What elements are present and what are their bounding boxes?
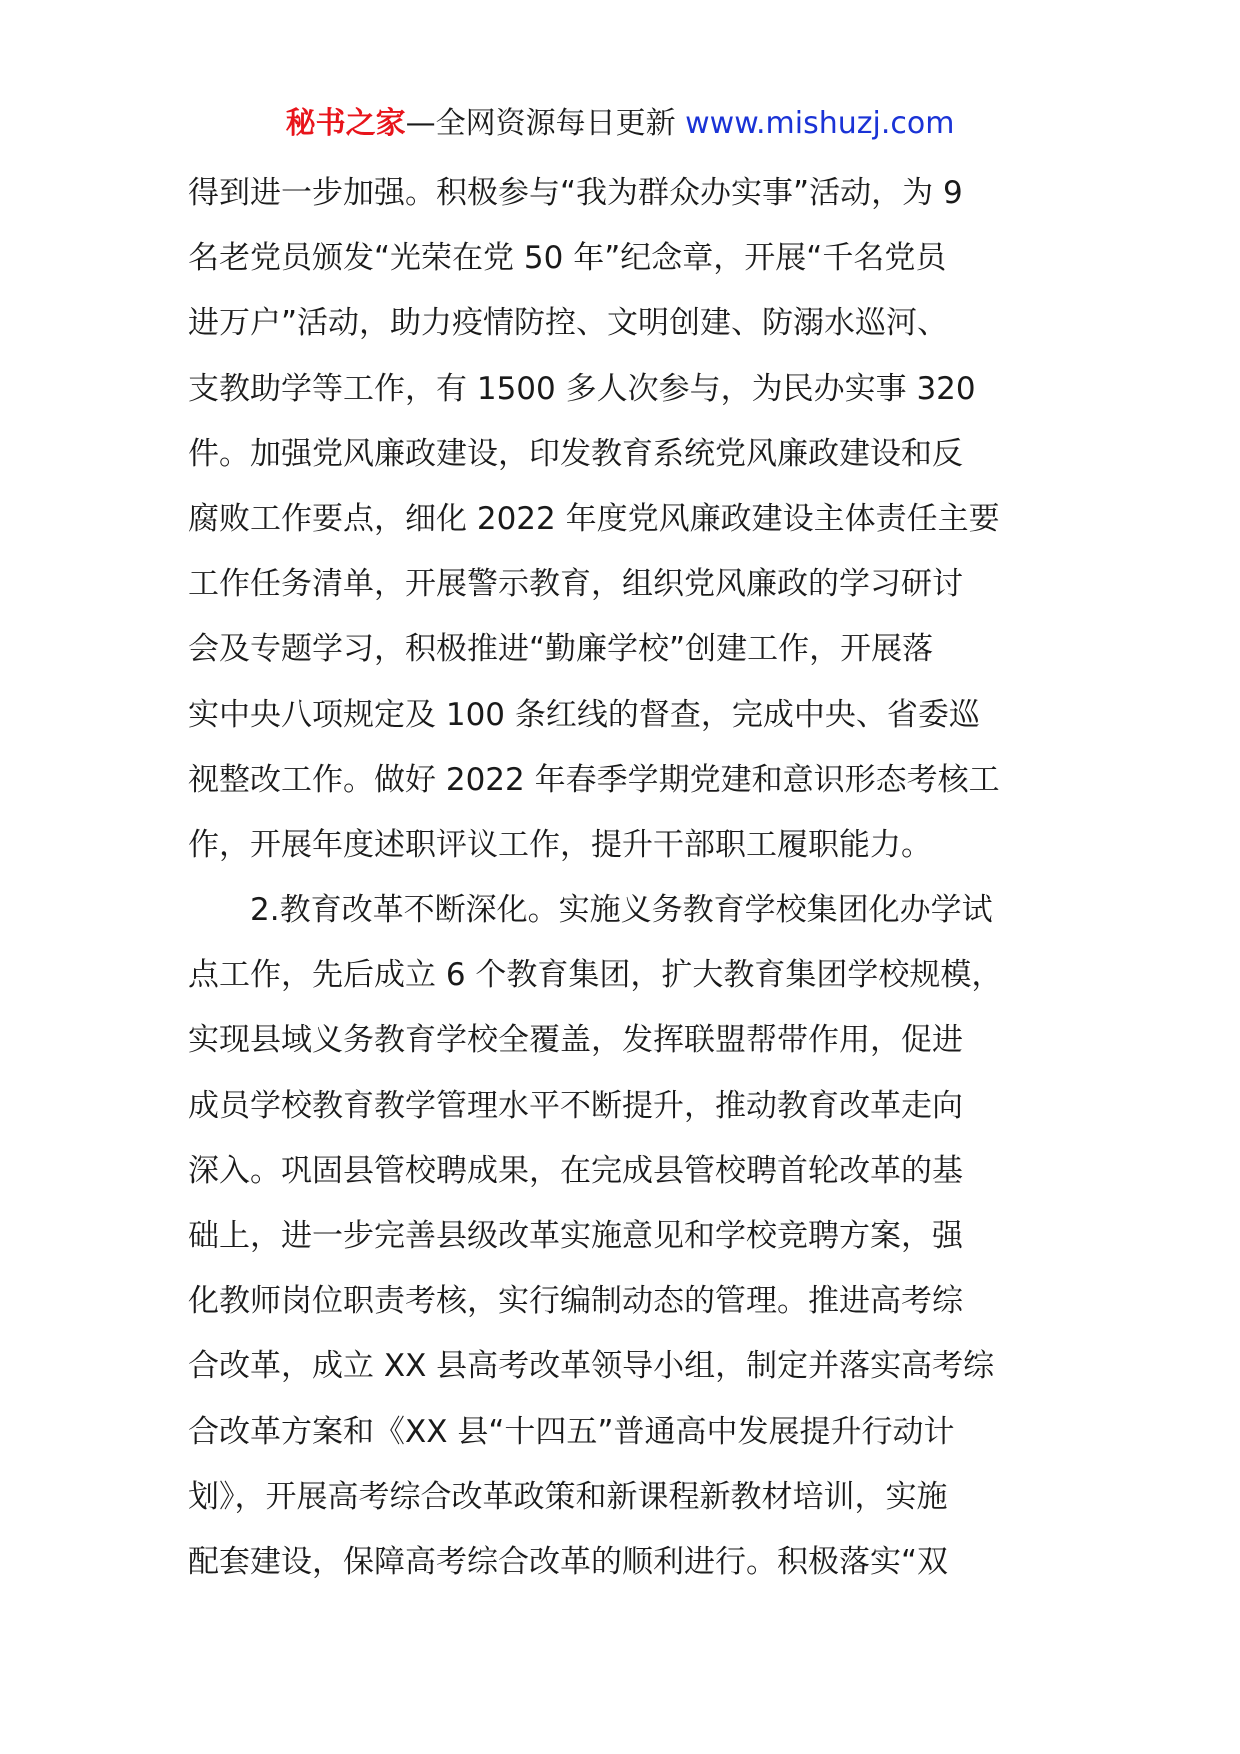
text-line: 会及专题学习，积极推进“勤廉学校”创建工作，开展落 <box>188 631 934 668</box>
text-line: 化教师岗位职责考核，实行编制动态的管理。推进高考综 <box>188 1283 963 1320</box>
header-tagline: —全网资源每日更新 <box>405 106 676 141</box>
text-line: 合改革，成立 XX 县高考改革领导小组，制定并落实高考综 <box>188 1348 995 1385</box>
text-line: 础上，进一步完善县级改革实施意见和学校竞聘方案，强 <box>188 1218 963 1254</box>
text-line: 视整改工作。做好 2022 年春季学期党建和意识形态考核工 <box>188 761 1000 798</box>
text-line: 成员学校教育教学管理水平不断提升，推动教育改革走向 <box>188 1087 963 1124</box>
text-line: 实现县域义务教育学校全覆盖，发挥联盟帮带作用，促进 <box>188 1022 963 1059</box>
page-header <box>0 100 1240 148</box>
paragraph-heading-line: 2.教育改革不断深化。实施义务教育学校集团化办学试 <box>188 892 993 929</box>
text-line: 配套建设，保障高考综合改革的顺利进行。积极落实“双 <box>188 1543 949 1580</box>
text-line: 进万户”活动，助力疫情防控、文明创建、防溺水巡河、 <box>188 305 949 342</box>
site-url-link[interactable]: www.mishuzj.com <box>685 106 955 141</box>
text-line: 件。加强党风廉政建设，印发教育系统党风廉政建设和反 <box>188 435 963 472</box>
text-line: 工作任务清单，开展警示教育，组织党风廉政的学习研讨 <box>188 566 963 603</box>
text-line: 作，开展年度述职评议工作，提升干部职工履职能力。 <box>188 826 932 863</box>
brand-name: 秘书之家 <box>285 106 406 141</box>
text-line: 腐败工作要点，细化 2022 年度党风廉政建设主体责任主要 <box>188 500 1000 537</box>
text-line: 实中央八项规定及 100 条红线的督查，完成中央、省委巡 <box>188 696 980 733</box>
text-line: 深入。巩固县管校聘成果，在完成县管校聘首轮改革的基 <box>188 1152 963 1189</box>
text-line: 点工作，先后成立 6 个教育集团，扩大教育集团学校规模， <box>188 957 1003 994</box>
text-line: 得到进一步加强。积极参与“我为群众办实事”活动，为 9 <box>188 175 963 211</box>
text-line: 名老党员颁发“光荣在党 50 年”纪念章，开展“千名党员 <box>188 240 947 277</box>
text-line: 合改革方案和《XX 县“十四五”普通高中发展提升行动计 <box>188 1413 955 1450</box>
text-line: 划》，开展高考综合改革政策和新课程新教材培训，实施 <box>188 1478 948 1515</box>
document-body <box>188 161 1088 1595</box>
text-line: 支教助学等工作，有 1500 多人次参与，为民办实事 320 <box>188 370 976 407</box>
